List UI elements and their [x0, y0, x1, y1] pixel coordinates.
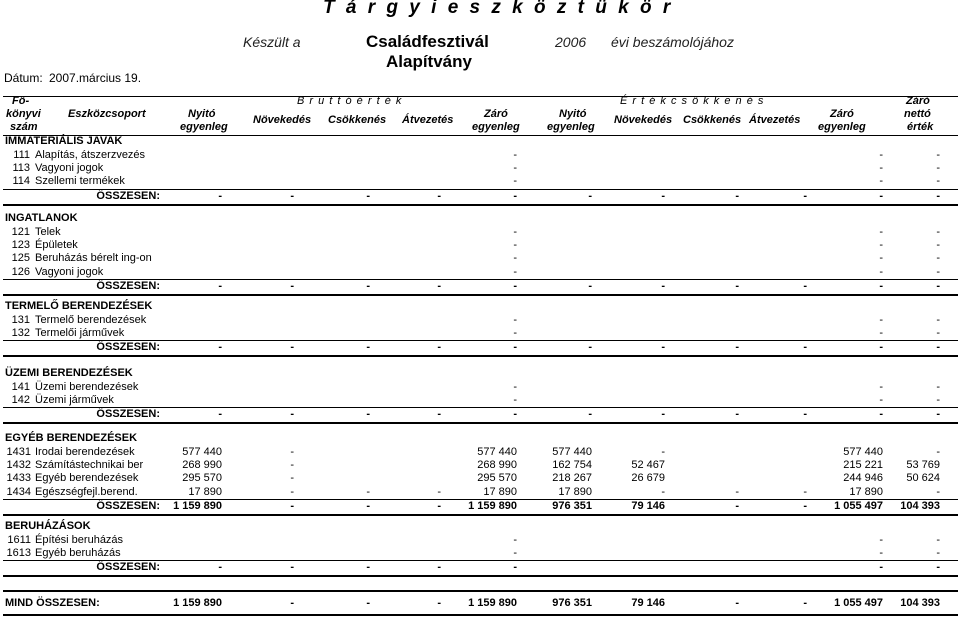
date-label: Dátum:	[4, 71, 43, 85]
total-value: 1 159 890	[173, 499, 222, 512]
total-value: -	[513, 189, 517, 202]
total-value: -	[879, 189, 883, 202]
total-bottom-border	[3, 355, 958, 357]
grand-total-value: -	[437, 597, 441, 609]
value-cell: 295 570	[182, 472, 222, 485]
header-zaro-netto-2: nettó	[904, 108, 931, 120]
total-value: -	[661, 408, 665, 421]
total-value: -	[936, 341, 940, 354]
value-cell: -	[513, 381, 517, 393]
account-code: 132	[11, 327, 30, 340]
total-value: 104 393	[900, 499, 940, 512]
header-fokonyvi-2: könyvi	[6, 108, 41, 120]
total-bottom-border	[3, 514, 958, 516]
value-cell: 244 946	[843, 472, 883, 485]
value-cell: -	[936, 162, 940, 175]
total-value: -	[803, 279, 807, 292]
total-value: -	[803, 408, 807, 421]
total-value: -	[290, 341, 294, 354]
value-cell: -	[936, 485, 940, 498]
account-code: 1613	[6, 547, 31, 560]
total-value: -	[437, 561, 441, 574]
total-label: ÖSSZESEN:	[96, 189, 160, 202]
total-value: -	[290, 408, 294, 421]
header-bottom-border	[3, 135, 958, 136]
header-brutto-zaro-2: egyenleg	[472, 121, 520, 133]
value-cell: 577 440	[552, 446, 592, 458]
value-cell: -	[879, 252, 883, 265]
total-value: -	[936, 189, 940, 202]
value-cell: -	[879, 226, 883, 238]
header-brutto-atvezetes: Átvezetés	[402, 114, 454, 126]
total-value: -	[437, 408, 441, 421]
grand-total-value: -	[803, 597, 807, 609]
total-value: -	[735, 279, 739, 292]
value-cell: -	[879, 162, 883, 175]
asset-name: Építési beruházás	[35, 534, 124, 546]
total-value: -	[661, 341, 665, 354]
grand-total-value: 1 159 890	[468, 597, 517, 609]
grand-total-label: MIND ÖSSZESEN:	[5, 597, 100, 609]
value-cell: -	[661, 446, 665, 458]
value-cell: -	[513, 239, 517, 252]
header-fokonyvi-1: Fő-	[12, 95, 30, 107]
value-cell: 17 890	[849, 485, 883, 498]
total-value: -	[513, 408, 517, 421]
account-code: 114	[12, 175, 30, 188]
value-cell: 215 221	[843, 459, 883, 472]
value-cell: 26 679	[631, 472, 665, 485]
value-cell: 53 769	[906, 459, 940, 472]
total-value: -	[661, 279, 665, 292]
value-cell: -	[513, 149, 517, 161]
total-value: -	[366, 561, 370, 574]
asset-name: Alapítás, átszerzvezés	[35, 149, 146, 161]
value-cell: -	[936, 394, 940, 407]
page-title: T á r g y i e s z k ö z t ü k ö r	[323, 0, 674, 18]
grand-total-top-border	[3, 590, 958, 592]
value-cell: -	[290, 446, 294, 458]
asset-name: Telek	[35, 226, 61, 238]
header-eszkozcsoport: Eszközcsoport	[68, 108, 146, 120]
total-label: ÖSSZESEN:	[96, 408, 160, 421]
value-cell: 577 440	[843, 446, 883, 458]
asset-name: Beruházás bérelt ing-on	[35, 252, 152, 265]
value-cell: 268 990	[477, 459, 517, 472]
total-value: -	[879, 408, 883, 421]
section-title: INGATLANOK	[5, 212, 78, 224]
value-cell: -	[513, 394, 517, 407]
asset-name: Szellemi termékek	[35, 175, 125, 188]
total-value: -	[735, 341, 739, 354]
section-title: BERUHÁZÁSOK	[5, 520, 91, 532]
header-zaro-netto-3: érték	[907, 121, 934, 133]
value-cell: -	[936, 327, 940, 340]
value-cell: -	[290, 472, 294, 485]
header-brutto-novekedes: Növekedés	[253, 114, 312, 126]
value-cell: -	[936, 265, 940, 278]
header-brutto-group: B r u t t ó é r t é k	[297, 95, 403, 107]
total-label: ÖSSZESEN:	[96, 499, 160, 512]
value-cell: -	[879, 239, 883, 252]
total-value: -	[803, 499, 807, 512]
value-cell: -	[513, 162, 517, 175]
total-value: -	[366, 341, 370, 354]
total-value: -	[290, 499, 294, 512]
value-cell: 17 890	[188, 485, 222, 498]
total-value: -	[290, 279, 294, 292]
value-cell: -	[366, 485, 370, 498]
total-value: -	[588, 279, 592, 292]
asset-name: Termelői járművek	[35, 327, 125, 340]
value-cell: -	[437, 485, 441, 498]
account-code: 1434	[6, 485, 31, 498]
report-suffix: évi beszámolójához	[611, 34, 734, 50]
value-cell: -	[513, 314, 517, 326]
grand-total-bottom-border	[3, 614, 958, 616]
total-bottom-border	[3, 575, 958, 577]
value-cell: -	[879, 175, 883, 188]
total-value: -	[735, 408, 739, 421]
grand-total-value: 104 393	[900, 597, 940, 609]
value-cell: -	[936, 175, 940, 188]
total-value: -	[366, 279, 370, 292]
total-value: -	[437, 189, 441, 202]
total-bottom-border	[3, 204, 958, 206]
value-cell: -	[513, 252, 517, 265]
value-cell: 17 890	[483, 485, 517, 498]
total-value: -	[290, 561, 294, 574]
value-cell: 50 624	[906, 472, 940, 485]
total-value: -	[366, 408, 370, 421]
value-cell: -	[661, 485, 665, 498]
value-cell: -	[879, 265, 883, 278]
account-code: 111	[13, 149, 30, 161]
total-value: 79 146	[631, 499, 665, 512]
account-code: 125	[11, 252, 30, 265]
asset-name: Számítástechnikai ber	[35, 459, 144, 472]
grand-total-value: -	[366, 597, 370, 609]
value-cell: 577 440	[182, 446, 222, 458]
header-ecs-zaro-1: Záró	[830, 108, 854, 120]
value-cell: -	[513, 265, 517, 278]
account-code: 121	[11, 226, 30, 238]
value-cell: -	[513, 226, 517, 238]
total-value: -	[218, 341, 222, 354]
account-code: 1433	[6, 472, 31, 485]
total-value: -	[513, 561, 517, 574]
value-cell: -	[879, 534, 883, 546]
total-value: -	[218, 279, 222, 292]
header-zaro-netto-1: Záró	[906, 95, 930, 107]
account-code: 1611	[7, 534, 31, 546]
value-cell: -	[936, 547, 940, 560]
value-cell: -	[879, 547, 883, 560]
value-cell: 52 467	[631, 459, 665, 472]
asset-name: Vagyoni jogok	[35, 265, 104, 278]
total-value: -	[803, 341, 807, 354]
total-value: -	[290, 189, 294, 202]
header-fokonyvi-3: szám	[10, 121, 38, 133]
account-code: 113	[12, 162, 30, 175]
asset-name: Üzemi berendezések	[35, 381, 139, 393]
total-value: -	[735, 499, 739, 512]
value-cell: -	[879, 314, 883, 326]
date-value: 2007.március 19.	[49, 71, 142, 85]
account-code: 123	[11, 239, 30, 252]
total-value: -	[588, 189, 592, 202]
account-code: 126	[11, 265, 30, 278]
asset-name: Üzemi járművek	[35, 394, 114, 407]
value-cell: 218 267	[552, 472, 592, 485]
value-cell: -	[879, 149, 883, 161]
grand-total-value: 79 146	[631, 597, 665, 609]
total-value: -	[366, 499, 370, 512]
total-bottom-border	[3, 422, 958, 424]
value-cell: -	[936, 534, 940, 546]
header-brutto-nyito-1: Nyitó	[188, 108, 216, 120]
total-value: -	[437, 341, 441, 354]
grand-total-value: 976 351	[552, 597, 592, 609]
total-value: -	[735, 189, 739, 202]
total-value: -	[218, 408, 222, 421]
total-value: -	[936, 408, 940, 421]
total-value: -	[803, 189, 807, 202]
header-ecs-atvezetes: Átvezetés	[749, 114, 801, 126]
grand-total-value: -	[290, 597, 294, 609]
value-cell: -	[290, 485, 294, 498]
value-cell: -	[290, 459, 294, 472]
section-title: ÜZEMI BERENDEZÉSEK	[5, 367, 133, 379]
report-year: 2006	[555, 34, 587, 50]
grand-total-value: 1 055 497	[834, 597, 883, 609]
total-value: -	[513, 279, 517, 292]
total-value: -	[513, 341, 517, 354]
value-cell: -	[879, 327, 883, 340]
asset-name: Egyéb beruházás	[35, 547, 121, 560]
asset-name: Épületek	[35, 239, 78, 252]
total-value: 1 159 890	[468, 499, 517, 512]
total-value: -	[588, 341, 592, 354]
header-ertekcsokkenes-group: É r t é k c s ö k k e n é s	[620, 95, 765, 107]
value-cell: -	[936, 314, 940, 326]
header-brutto-nyito-2: egyenleg	[180, 121, 228, 133]
total-value: -	[218, 561, 222, 574]
asset-name: Irodai berendezések	[35, 446, 135, 458]
header-ecs-nyito-2: egyenleg	[547, 121, 595, 133]
total-value: -	[437, 499, 441, 512]
value-cell: -	[936, 252, 940, 265]
value-cell: -	[735, 485, 739, 498]
value-cell: -	[879, 394, 883, 407]
total-label: ÖSSZESEN:	[96, 341, 160, 354]
value-cell: -	[513, 547, 517, 560]
total-value: -	[879, 561, 883, 574]
value-cell: -	[936, 239, 940, 252]
total-label: ÖSSZESEN:	[96, 561, 160, 574]
value-cell: 577 440	[477, 446, 517, 458]
header-top-border	[3, 96, 958, 97]
asset-name: Egyéb berendezések	[35, 472, 139, 485]
value-cell: 268 990	[182, 459, 222, 472]
header-ecs-csokkenes: Csökkenés	[683, 114, 742, 126]
prepared-for-label: Készült a	[243, 34, 301, 50]
value-cell: -	[513, 327, 517, 340]
header-brutto-csokkenes: Csökkenés	[328, 114, 387, 126]
value-cell: 162 754	[552, 459, 592, 472]
value-cell: 17 890	[558, 485, 592, 498]
section-title: EGYÉB BERENDEZÉSEK	[5, 432, 138, 444]
value-cell: -	[513, 534, 517, 546]
header-ecs-nyito-1: Nyitó	[559, 108, 587, 120]
total-value: -	[588, 408, 592, 421]
total-value: -	[936, 561, 940, 574]
value-cell: -	[936, 446, 940, 458]
total-value: -	[661, 189, 665, 202]
total-value: -	[879, 279, 883, 292]
organization-name-line1: Családfesztivál	[366, 32, 489, 51]
account-code: 141	[11, 381, 30, 393]
value-cell: -	[936, 149, 940, 161]
value-cell: 295 570	[477, 472, 517, 485]
total-label: ÖSSZESEN:	[96, 279, 160, 292]
asset-name: Vagyoni jogok	[35, 162, 104, 175]
total-value: -	[879, 341, 883, 354]
account-code: 1432	[6, 459, 31, 472]
total-value: -	[366, 189, 370, 202]
account-code: 1431	[6, 446, 31, 458]
header-brutto-zaro-1: Záró	[484, 108, 508, 120]
value-cell: -	[513, 175, 517, 188]
value-cell: -	[936, 226, 940, 238]
account-code: 131	[11, 314, 30, 326]
value-cell: -	[803, 485, 807, 498]
asset-name: Termelő berendezések	[35, 314, 147, 326]
total-value: -	[218, 189, 222, 202]
organization-name-line2: Alapítvány	[386, 52, 472, 71]
header-ecs-novekedes: Növekedés	[614, 114, 673, 126]
header-ecs-zaro-2: egyenleg	[818, 121, 866, 133]
asset-name: Egészségfejl.berend.	[35, 485, 138, 498]
section-title: IMMATERIÁLIS JAVAK	[5, 135, 123, 147]
total-value: 1 055 497	[834, 499, 883, 512]
section-title: TERMELŐ BERENDEZÉSEK	[5, 300, 153, 312]
account-code: 142	[11, 394, 30, 407]
total-value: -	[936, 279, 940, 292]
total-value: -	[437, 279, 441, 292]
total-bottom-border	[3, 294, 958, 296]
grand-total-value: -	[735, 597, 739, 609]
total-value: 976 351	[552, 499, 592, 512]
grand-total-value: 1 159 890	[173, 597, 222, 609]
value-cell: -	[936, 381, 940, 393]
value-cell: -	[879, 381, 883, 393]
